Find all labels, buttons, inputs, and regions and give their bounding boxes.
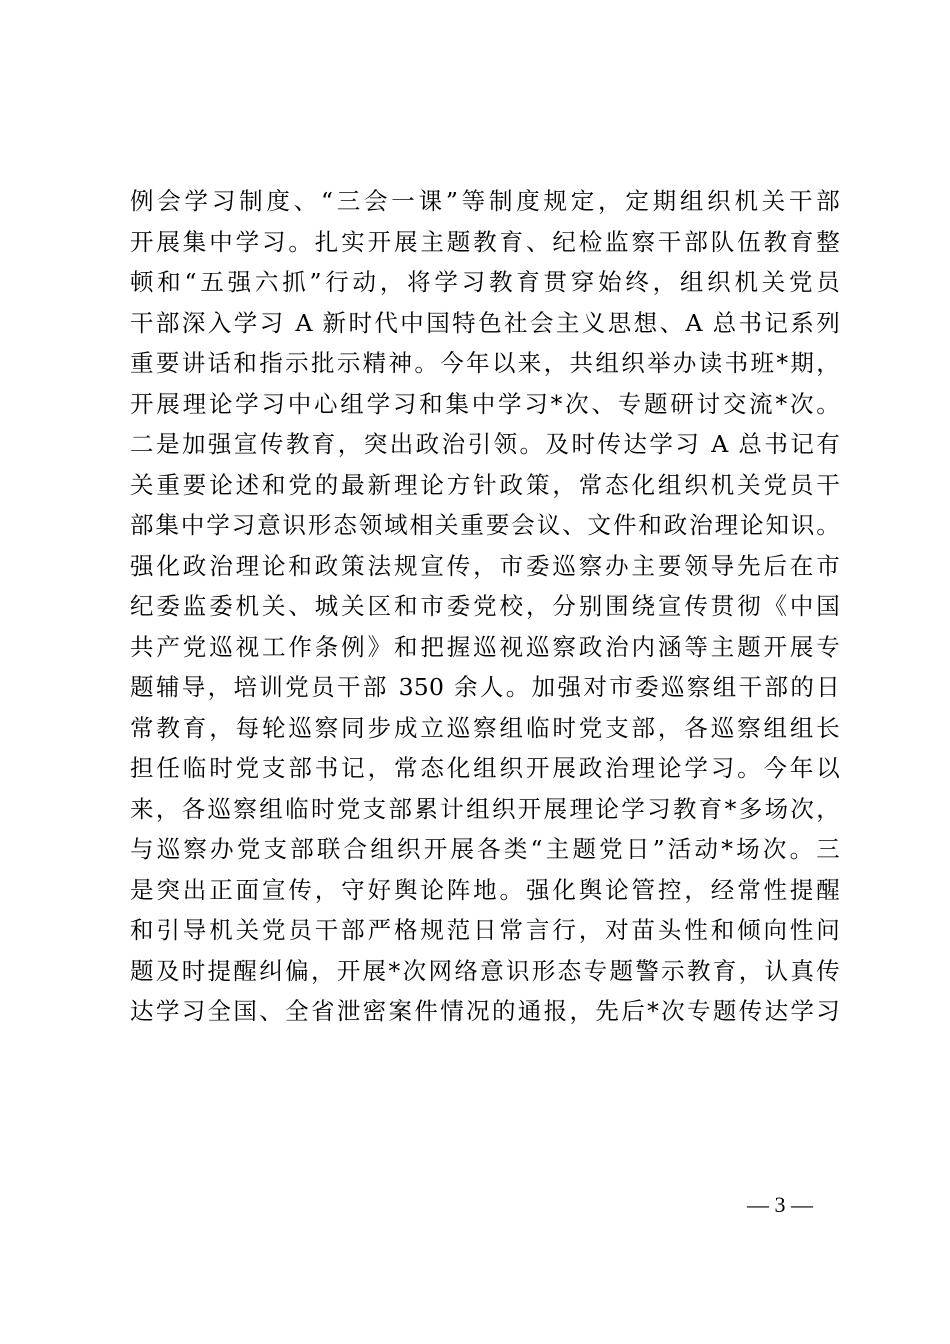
- text-line: 与巡察办党支部联合组织开展各类“主题党日”活动*场次。三: [130, 835, 840, 863]
- text-line: 关重要论述和党的最新理论方针政策，常态化组织机关党员干: [130, 470, 840, 499]
- text-line: 题辅导，培训党员干部 350 余人。加强对市委巡察组干部的日: [130, 673, 840, 701]
- text-line: 题及时提醒纠偏，开展*次网络意识形态专题警示教育，认真传: [130, 956, 840, 985]
- text-line: 是突出正面宣传，守好舆论阵地。强化舆论管控，经常性提醒: [130, 875, 840, 904]
- text-line: 例会学习制度、“三会一课”等制度规定，定期组织机关干部: [130, 187, 840, 215]
- page-number: — 3 —: [747, 1192, 813, 1217]
- body-text: [130, 181, 840, 1032]
- text-line: 部集中学习意识形态领域相关重要会议、文件和政治理论知识。: [130, 511, 840, 539]
- text-line: 开展集中学习。扎实开展主题教育、纪检监察干部队伍教育整: [130, 227, 840, 256]
- text-line: 达学习全国、全省泄密案件情况的通报，先后*次专题传达学习: [130, 997, 840, 1025]
- text-line: 强化政治理论和政策法规宣传，市委巡察办主要领导先后在市: [130, 551, 840, 580]
- text-line: 来，各巡察组临时党支部累计组织开展理论学习教育*多场次，: [130, 794, 840, 823]
- text-line: 常教育，每轮巡察同步成立巡察组临时党支部，各巡察组组长: [130, 713, 840, 742]
- text-line: 二是加强宣传教育，突出政治引领。及时传达学习 A 总书记有: [130, 430, 840, 458]
- text-line: 担任临时党支部书记，常态化组织开展政治理论学习。今年以: [130, 754, 840, 782]
- text-line: 顿和“五强六抓”行动，将学习教育贯穿始终，组织机关党员: [130, 268, 840, 296]
- text-line: 纪委监委机关、城关区和市委党校，分别围绕宣传贯彻《中国: [130, 592, 840, 620]
- text-line: 干部深入学习 A 新时代中国特色社会主义思想、A 总书记系列: [130, 308, 840, 337]
- text-line: 和引导机关党员干部严格规范日常言行，对苗头性和倾向性问: [130, 916, 840, 944]
- text-line: 开展理论学习中心组学习和集中学习*次、专题研讨交流*次。: [130, 389, 840, 418]
- text-line: 共产党巡视工作条例》和把握巡视巡察政治内涵等主题开展专: [130, 632, 840, 661]
- text-line: 重要讲话和指示批示精神。今年以来，共组织举办读书班*期，: [130, 349, 840, 377]
